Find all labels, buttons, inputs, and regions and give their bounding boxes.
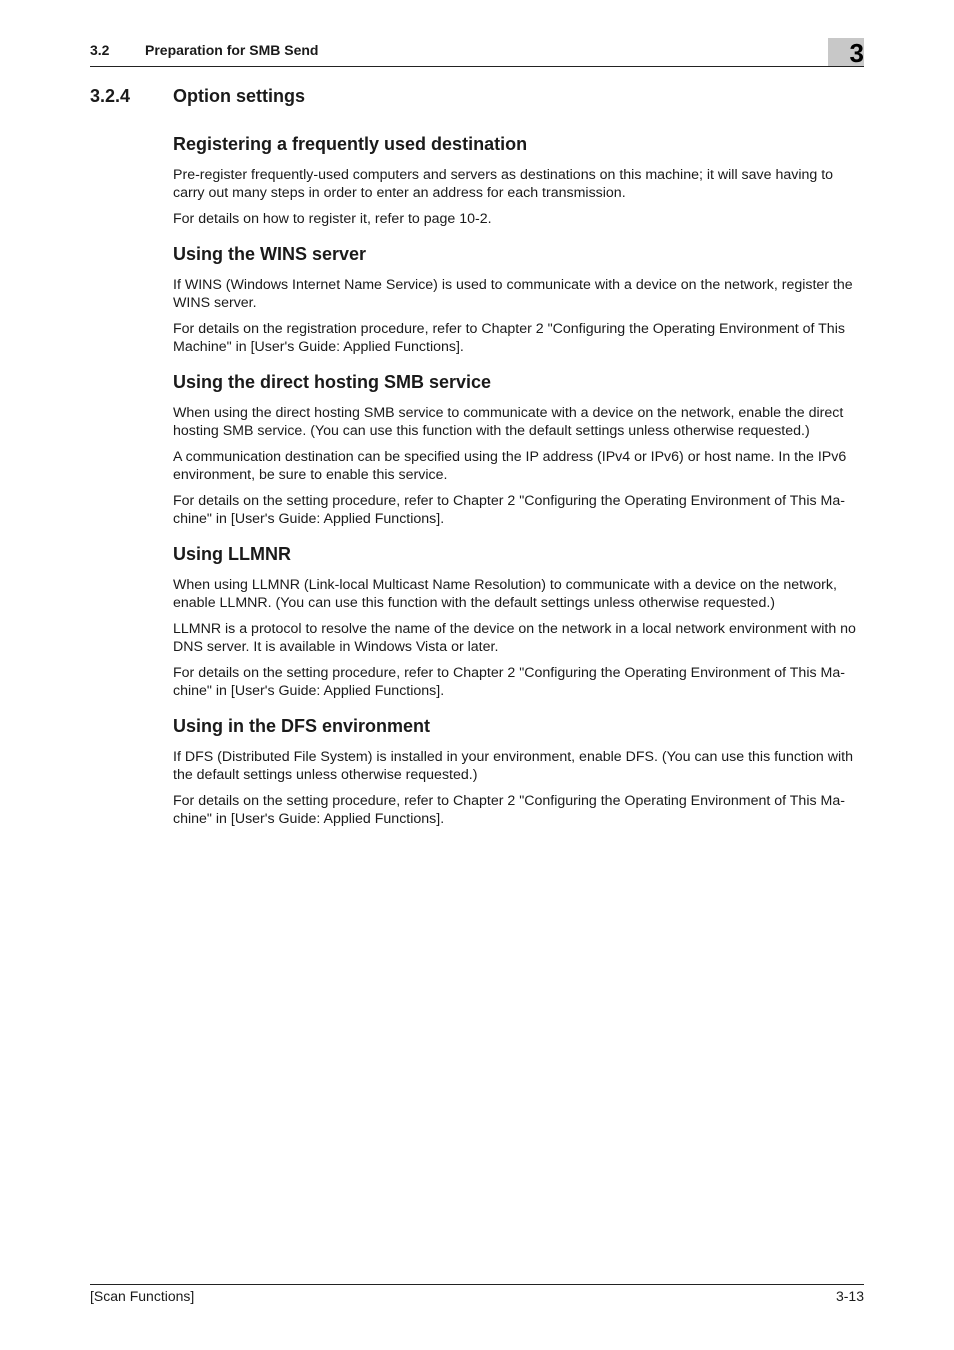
section-llmnr xyxy=(173,542,864,700)
paragraph: LLMNR is a protocol to resolve the name of the device on the network in a local network environment with no DNS server. It is available in Windows Vista or later. xyxy=(173,621,856,655)
header-section-title: Preparation for SMB Send xyxy=(145,42,319,58)
section-direct-hosting-smb xyxy=(173,370,864,528)
section-dfs-environment xyxy=(173,714,864,828)
subsection-title: Using LLMNR xyxy=(173,544,291,564)
section-registering-destination xyxy=(173,132,864,228)
subsection-title: Registering a frequently used destination xyxy=(173,134,528,154)
section-wins-server xyxy=(173,242,864,356)
paragraph: For details on the setting procedure, refer to Chapter 2 "Configuring the Operating Environment of This Ma-chine" in [User's Guide: Applied Functions]. xyxy=(173,493,845,527)
paragraph: Pre-register frequently-used computers and servers as destinations on this machine; it will save having to carry out many steps in order to enter an address for each transmission. xyxy=(173,167,834,201)
section-heading-number: 3.2.4 xyxy=(90,86,131,106)
paragraph: For details on how to register it, refer to page 10-2. xyxy=(173,211,492,227)
subsection-title: Using in the DFS environment xyxy=(173,716,431,736)
page-header xyxy=(90,36,864,67)
page-content xyxy=(173,132,864,836)
footer-page-number: 3-13 xyxy=(835,1288,864,1304)
footer-manual-name: [Scan Functions] xyxy=(90,1288,195,1304)
paragraph: If DFS (Distributed File System) is installed in your environment, enable DFS. (You can use this function with the default settings unless otherwise requested.) xyxy=(173,749,853,783)
header-section-number: 3.2 xyxy=(90,42,110,58)
section-heading-title: Option settings xyxy=(173,86,305,106)
section-heading xyxy=(90,86,305,107)
chapter-badge: 3 xyxy=(828,38,864,66)
subsection-title: Using the WINS server xyxy=(173,244,367,264)
paragraph: For details on the registration procedure, refer to Chapter 2 "Configuring the Operating Environment of This Machine" in [User's Guide: Applied Functions]. xyxy=(173,321,845,355)
paragraph: For details on the setting procedure, refer to Chapter 2 "Configuring the Operating Environment of This Ma-chine" in [User's Guide: Applied Functions]. xyxy=(173,793,845,827)
paragraph: When using the direct hosting SMB service to communicate with a device on the network, enable the direct hosting SMB service. (You can use this function with the default settings unless otherwise requested.) xyxy=(173,405,844,439)
paragraph: When using LLMNR (Link-local Multicast Name Resolution) to communicate with a device on the network, enable LLMNR. (You can use this function with the default settings unless otherwise requested.) xyxy=(173,577,837,611)
subsection-title: Using the direct hosting SMB service xyxy=(173,372,492,392)
paragraph: A communication destination can be specified using the IP address (IPv4 or IPv6) or host name. In the IPv6 environment, be sure to enable this service. xyxy=(173,449,847,483)
page-footer xyxy=(90,1284,864,1304)
paragraph: If WINS (Windows Internet Name Service) is used to communicate with a device on the network, register the WINS server. xyxy=(173,277,853,311)
paragraph: For details on the setting procedure, refer to Chapter 2 "Configuring the Operating Environment of This Ma-chine" in [User's Guide: Applied Functions]. xyxy=(173,665,845,699)
